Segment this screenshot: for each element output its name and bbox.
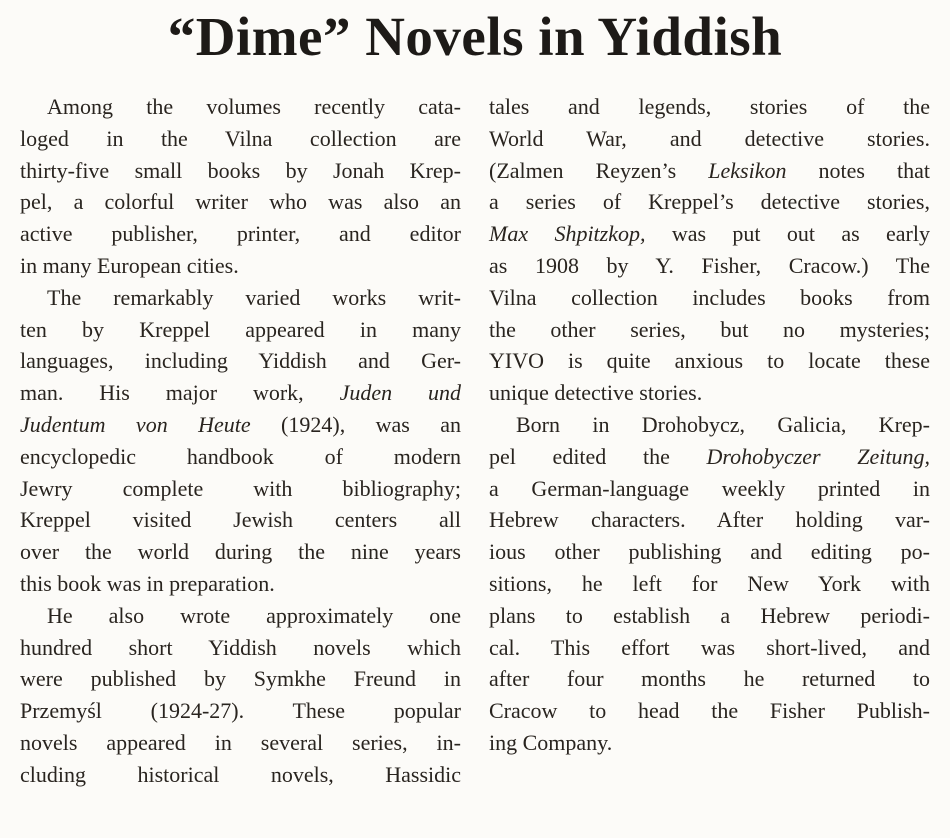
text-segment: pel, a colorful writer who was also an: [20, 189, 461, 215]
text-segment: a series of Kreppel’s detective stories,: [489, 189, 930, 215]
text-line: [20, 377, 461, 409]
text-segment: He also wrote approximately one: [47, 602, 461, 628]
italic-text-segment: Judentum von Heute: [20, 411, 251, 437]
text-line: [20, 695, 461, 727]
text-line: [489, 250, 930, 282]
text-segment: man. His major work,: [20, 380, 340, 406]
text-line: [20, 91, 461, 123]
text-segment: ing Company.: [489, 729, 613, 755]
text-segment: The remarkably varied works writ-: [47, 284, 461, 310]
text-segment: were published by Symkhe Freund in: [20, 666, 461, 692]
text-segment: over the world during the nine years: [20, 539, 461, 565]
text-line: [489, 282, 930, 314]
text-segment: plans to establish a Hebrew periodi-: [489, 602, 930, 628]
text-line: [489, 409, 930, 441]
text-segment: after four months he returned to: [489, 666, 930, 692]
paragraph: [20, 600, 461, 791]
text-line: [489, 441, 930, 473]
text-segment: cal. This effort was short-lived, and: [489, 634, 930, 660]
text-line: [489, 600, 930, 632]
text-line: [489, 186, 930, 218]
text-line: [489, 377, 930, 409]
text-segment: active publisher, printer, and editor: [20, 221, 461, 247]
text-segment: in many European cities.: [20, 252, 239, 278]
text-segment: as 1908 by Y. Fisher, Cracow.) The: [489, 252, 930, 278]
text-segment: World War, and detective stories.: [489, 125, 930, 151]
text-line: [20, 632, 461, 664]
text-segment: sitions, he left for New York with: [489, 570, 930, 596]
text-segment: the other series, but no mysteries;: [489, 316, 930, 342]
text-segment: was put out as early: [645, 221, 930, 247]
text-line: [489, 155, 930, 187]
article-title: “Dime” Novels in Yiddish: [167, 6, 783, 67]
text-line: [489, 727, 930, 759]
text-segment: Born in Drohobycz, Galicia, Krep-: [516, 411, 930, 437]
text-segment: ious other publishing and editing po-: [489, 539, 930, 565]
text-line: [20, 600, 461, 632]
text-segment: tales and legends, stories of the: [489, 94, 930, 119]
text-segment: (Zalmen Reyzen’s: [489, 157, 709, 183]
text-line: [20, 314, 461, 346]
text-line: [20, 186, 461, 218]
text-segment: Cracow to head the Fisher Publish-: [489, 698, 930, 724]
text-line: [20, 250, 461, 282]
text-line: [489, 314, 930, 346]
text-line: [489, 218, 930, 250]
text-segment: YIVO is quite anxious to locate these: [489, 348, 930, 374]
text-line: [489, 568, 930, 600]
text-segment: unique detective stories.: [489, 380, 703, 406]
text-segment: this book was in preparation.: [20, 570, 275, 596]
article-columns: [20, 91, 930, 791]
text-line: [20, 568, 461, 600]
text-segment: hundred short Yiddish novels which: [20, 634, 461, 660]
text-line: [489, 663, 930, 695]
text-line: [20, 345, 461, 377]
italic-text-segment: Max Shpitzkop,: [489, 221, 646, 247]
text-segment: Vilna collection includes books from: [489, 284, 930, 310]
text-line: [20, 759, 461, 791]
text-line: [489, 123, 930, 155]
text-segment: cluding historical novels, Hassidic: [20, 761, 461, 787]
paragraph: [489, 91, 930, 409]
text-line: [20, 504, 461, 536]
text-segment: a German-language weekly printed in: [489, 475, 930, 501]
paragraph: [20, 282, 461, 600]
text-line: [20, 473, 461, 505]
text-line: [489, 345, 930, 377]
text-segment: Kreppel visited Jewish centers all: [20, 507, 461, 533]
text-segment: notes that: [786, 157, 930, 183]
text-line: [20, 218, 461, 250]
text-segment: thirty-five small books by Jonah Krep-: [20, 157, 461, 183]
text-segment: Przemyśl (1924-27). These popular: [20, 698, 461, 724]
paragraph: [20, 91, 461, 282]
text-segment: ten by Kreppel appeared in many: [20, 316, 461, 342]
italic-text-segment: Leksikon: [708, 157, 787, 183]
text-line: [489, 695, 930, 727]
text-line: [20, 155, 461, 187]
text-segment: Among the volumes recently cata-: [47, 94, 461, 119]
text-segment: languages, including Yiddish and Ger-: [20, 348, 461, 374]
text-line: [20, 441, 461, 473]
paragraph: [489, 409, 930, 759]
text-line: [20, 409, 461, 441]
text-segment: Hebrew characters. After holding var-: [489, 507, 930, 533]
text-segment: novels appeared in several series, in-: [20, 729, 461, 755]
text-segment: Jewry complete with bibliography;: [20, 475, 461, 501]
text-line: [489, 504, 930, 536]
text-line: [489, 632, 930, 664]
text-line: [20, 282, 461, 314]
text-line: [489, 536, 930, 568]
text-segment: encyclopedic handbook of modern: [20, 443, 461, 469]
text-line: [20, 536, 461, 568]
text-segment: pel edited the: [489, 443, 707, 469]
column-left: [20, 91, 461, 791]
text-segment: (1924), was an: [250, 411, 461, 437]
italic-text-segment: Juden und: [339, 380, 462, 406]
text-line: [20, 727, 461, 759]
text-line: [20, 663, 461, 695]
column-right: [489, 91, 930, 791]
text-line: [20, 123, 461, 155]
italic-text-segment: Drohobyczer Zeitung,: [706, 443, 930, 469]
text-segment: loged in the Vilna collection are: [20, 125, 461, 151]
text-line: [489, 91, 930, 123]
text-line: [489, 473, 930, 505]
